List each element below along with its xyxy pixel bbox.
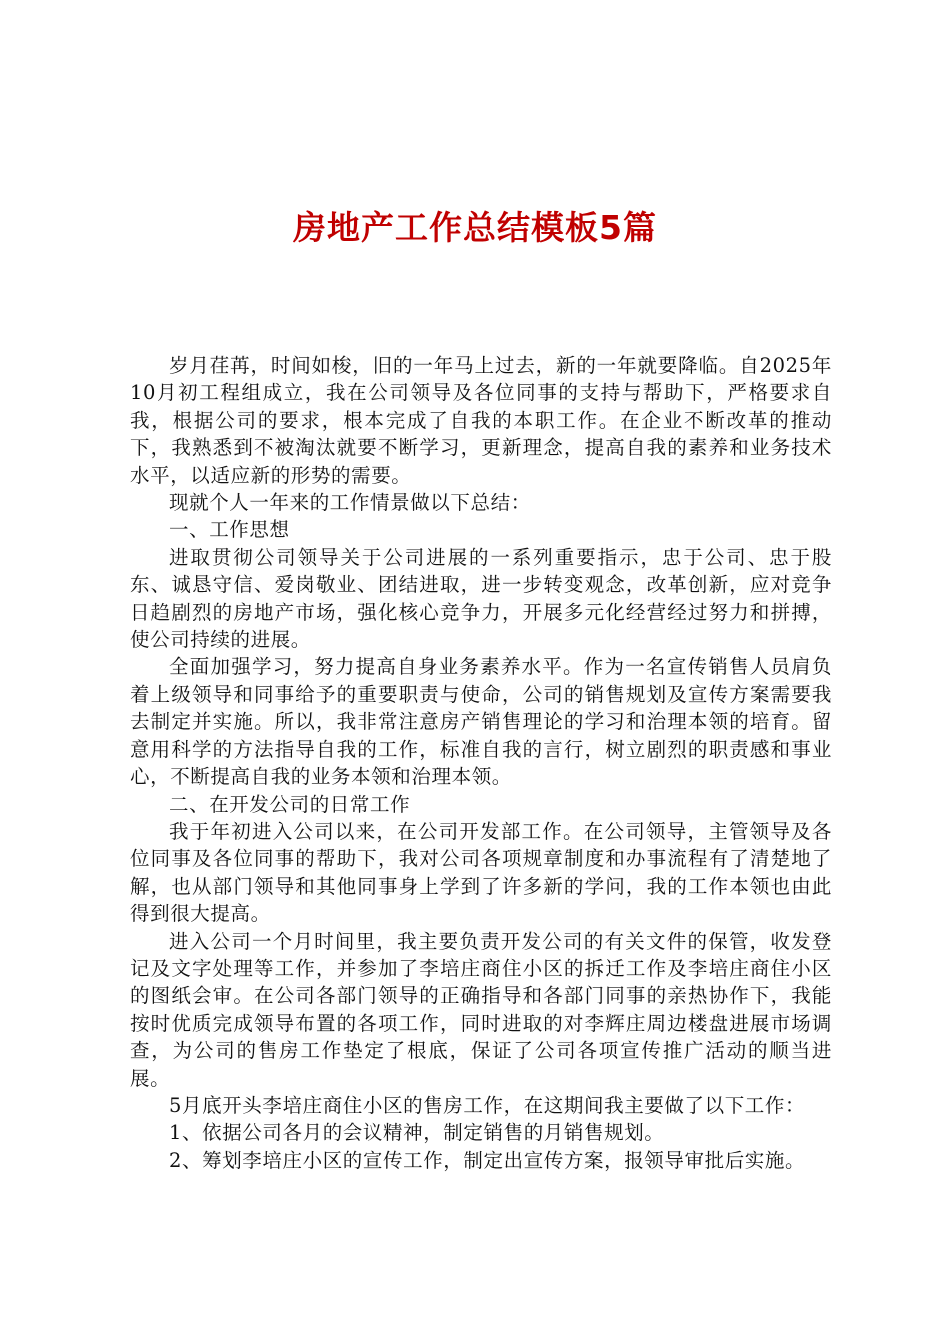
paragraph-work-thinking: 进取贯彻公司领导关于公司进展的一系列重要指示，忠于公司、忠于股东、诚恳守信、爱岗敬业、团结进取，进一步转变观念，改革创新，应对竞争日趋剧烈的房地产市场，强化核心竞争力，开展多元化经营经过努力和拼搏，使公司持续的进展。 — [130, 545, 832, 652]
paragraph-summary-lead: 现就个人一年来的工作情景做以下总结： — [169, 491, 531, 515]
list-item-1: 1、依据公司各月的会议精神，制定销售的月销售规划。 — [169, 1121, 665, 1145]
paragraph-intro: 岁月荏苒，时间如梭，旧的一年马上过去，新的一年就要降临。自2025年10月初工程组成立，我在公司领导及各位同事的支持与帮助下，严格要求自我，根据公司的要求，根本完成了自我的本职工作。在企业不断改革的推动下，我熟悉到不被淘汰就要不断学习，更新理念，提高自我的素养和业务技术水平，以适应新的形势的需要。 — [130, 354, 832, 487]
paragraph-first-month: 进入公司一个月时间里，我主要负责开发公司的有关文件的保管，收发登记及文字处理等工作，并参加了李培庄商住小区的拆迁工作及李培庄商住小区的图纸会审。在公司各部门领导的正确指导和各部门同事的亲热协作下，我能按时优质完成领导布置的各项工作，同时进取的对李辉庄周边楼盘进展市场调查，为公司的售房工作垫定了根底，保证了公司各项宣传推广活动的顺当进展。 — [130, 929, 832, 1090]
document-title: 房地产工作总结模板5篇 — [293, 208, 657, 247]
section-heading-work-thinking: 一、工作思想 — [169, 518, 290, 542]
paragraph-may-sales: 5月底开头李培庄商住小区的售房工作，在这期间我主要做了以下工作： — [169, 1093, 806, 1117]
paragraph-study: 全面加强学习，努力提高自身业务素养水平。作为一名宣传销售人员肩负着上级领导和同事给予的重要职责与使命，公司的销售规划及宣传方案需要我去制定并实施。所以，我非常注意房产销售理论的学习和治理本领的培育。留意用科学的方法指导自我的工作，标准自我的言行，树立剧烈的职责感和事业心，不断提高自我的业务本领和治理本领。 — [130, 655, 832, 789]
document-body — [130, 352, 832, 1174]
section-heading-daily-work: 二、在开发公司的日常工作 — [169, 792, 411, 816]
paragraph-joining: 我于年初进入公司以来，在公司开发部工作。在公司领导，主管领导及各位同事及各位同事的帮助下，我对公司各项规章制度和办事流程有了清楚地了解，也从部门领导和其他同事身上学到了许多新的学问，我的工作本领也由此得到很大提高。 — [130, 819, 832, 926]
list-item-2: 2、筹划李培庄小区的宣传工作，制定出宣传方案，报领导审批后实施。 — [169, 1148, 806, 1172]
